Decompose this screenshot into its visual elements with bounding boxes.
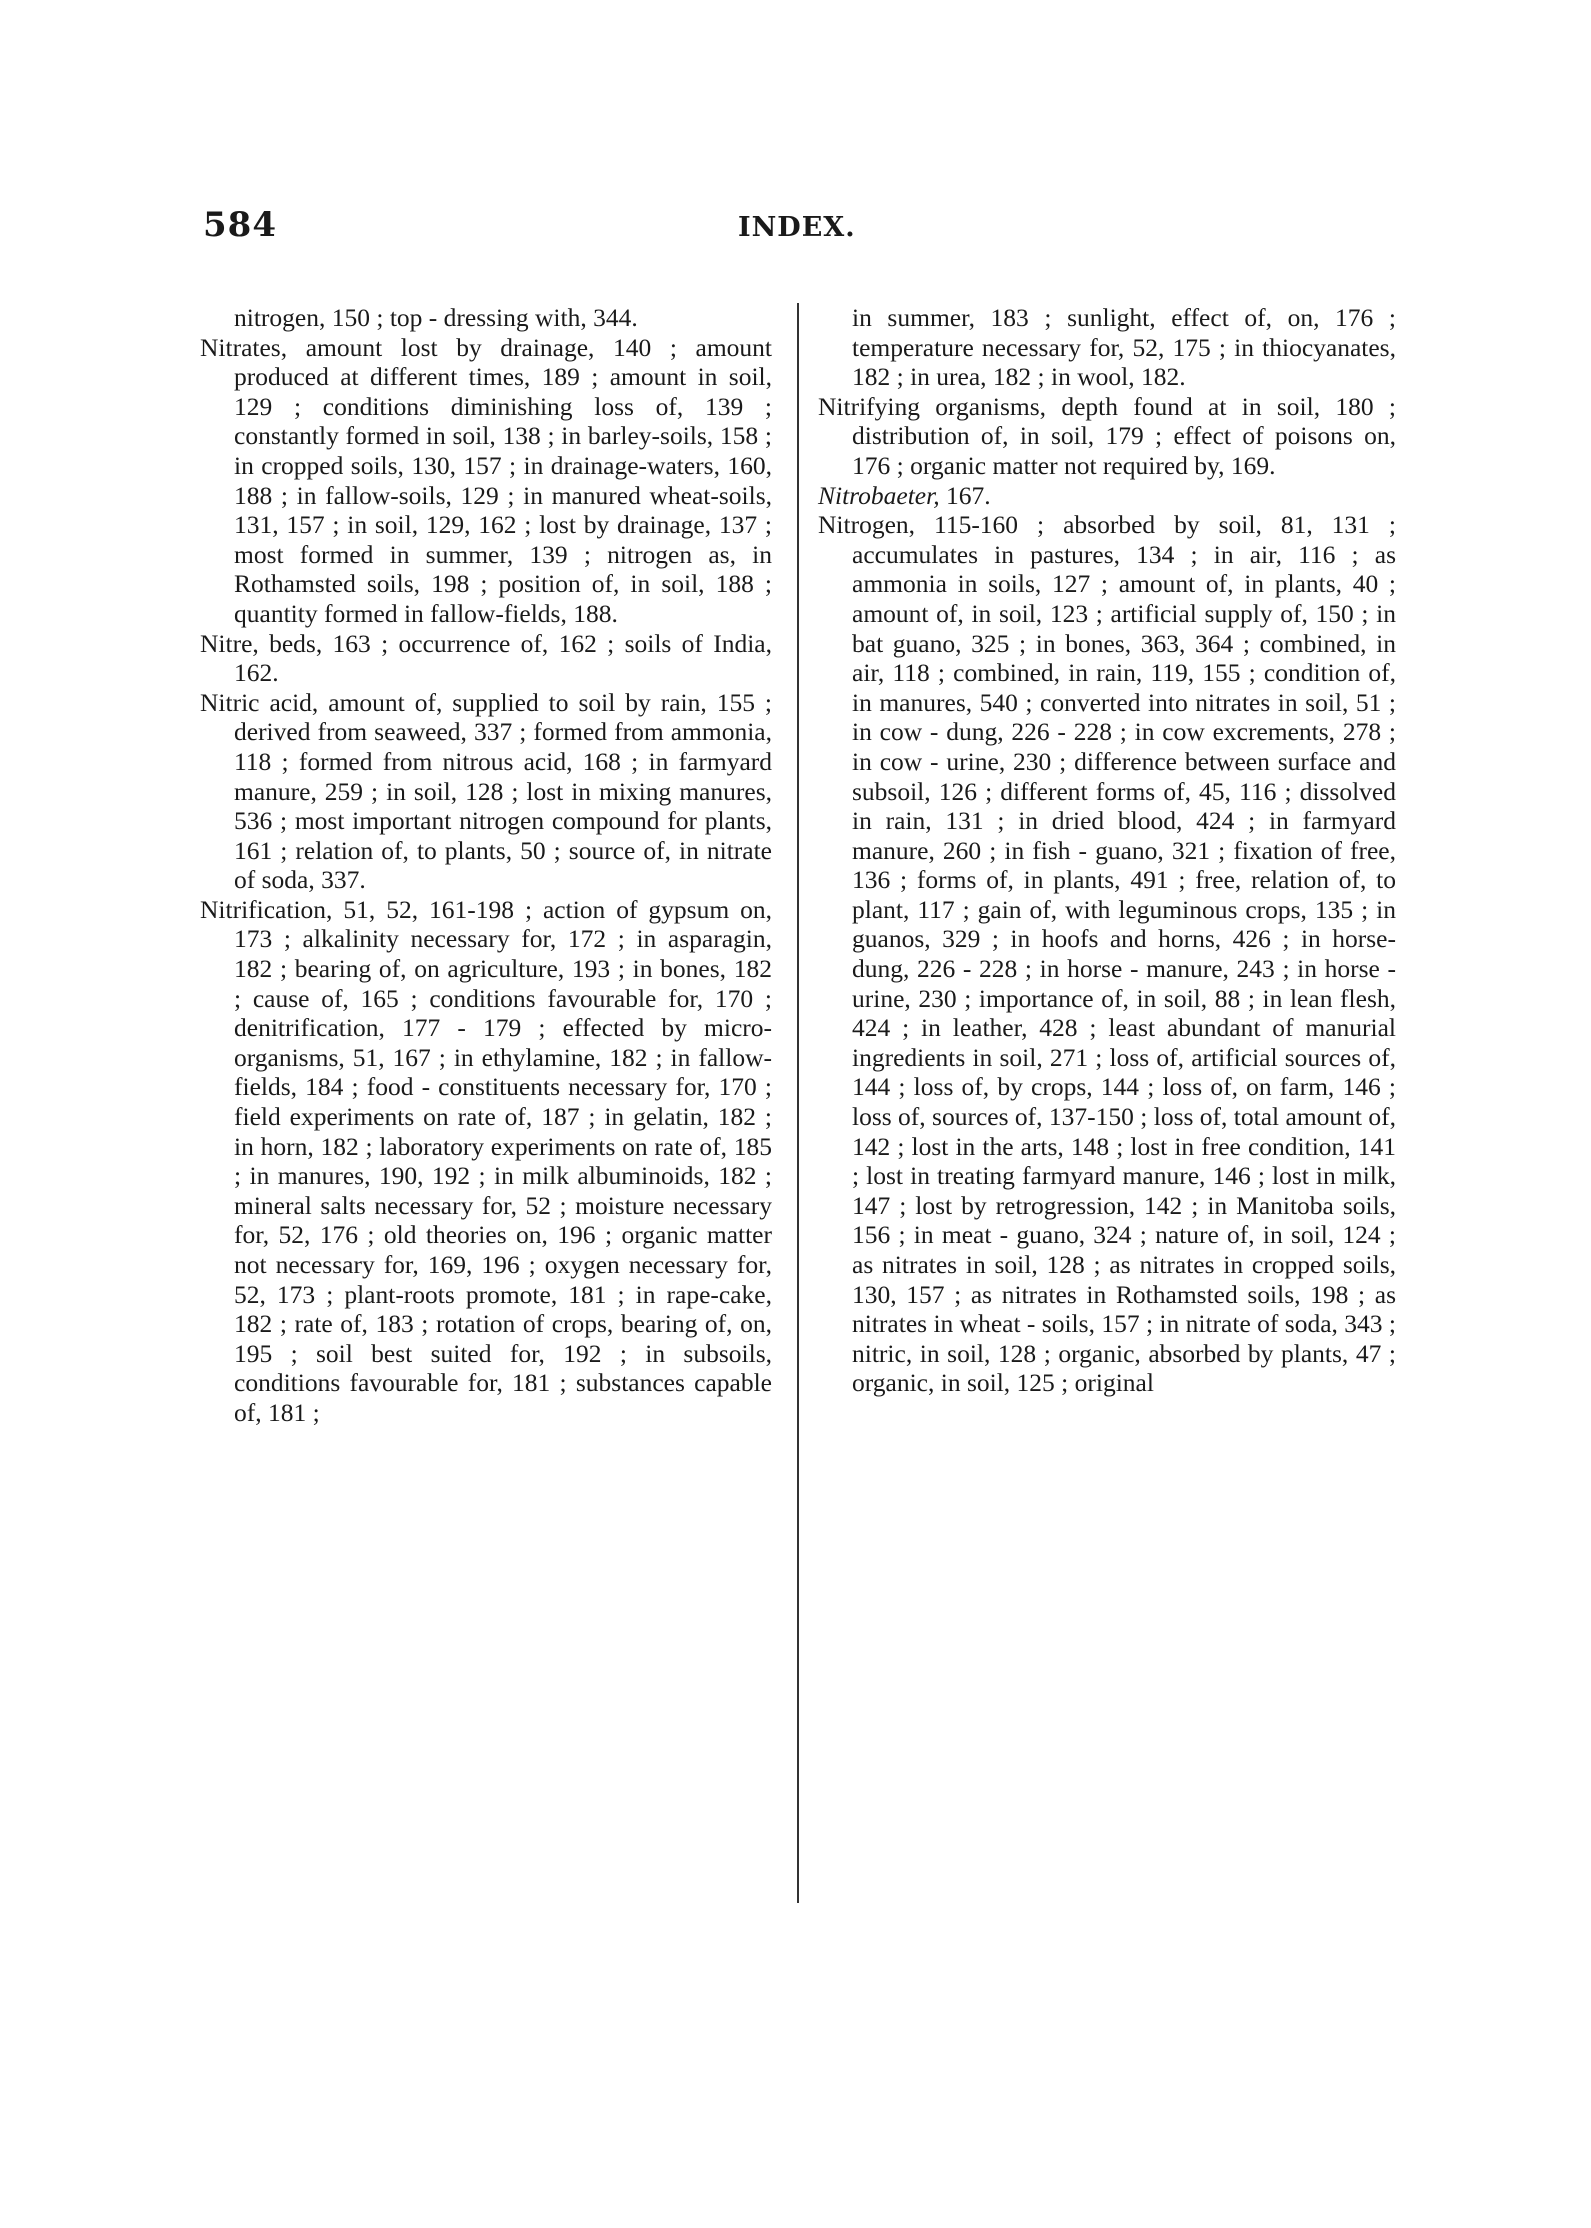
- index-column-right: [818, 303, 1396, 1398]
- index-entry: Nitrifying organisms, depth found at in soil, 180 ; distribution of, in soil, 179 ; effect of poisons on, 176 ; organic matter not required by, 169.: [818, 391, 1397, 480]
- index-entry: Nitrification, 51, 52, 161-198 ; action of gypsum on, 173 ; alkalinity necessary for, 172 ; in asparagin, 182 ; bearing of, on agriculture, 193 ; in bones, 182 ; cause of, 165 ; conditions favourable for, 170 ; denitrification, 177 - 179 ; effected by micro-organisms, 51, 167 ; in ethylamine, 182 ; in fallow-fields, 184 ; food - constituents necessary for, 170 ; field experiments on rate of, 187 ; in gelatin, 182 ; in horn, 182 ; laboratory experiments on rate of, 185 ; in manures, 190, 192 ; in milk albuminoids, 182 ; mineral salts necessary for, 52 ; moisture necessary for, 52, 176 ; old theories on, 196 ; organic matter not necessary for, 169, 196 ; oxygen necessary for, 52, 173 ; plant-roots promote, 181 ; in rape-cake, 182 ; rate of, 183 ; rotation of crops, bearing of, on, 195 ; soil best suited for, 192 ; in subsoils, conditions favourable for, 181 ; substances capable of, 181 ;: [200, 894, 772, 1427]
- entry-heading: Nitrobaeter,: [818, 480, 940, 510]
- index-entry: in summer, 183 ; sunlight, effect of, on, 176 ; temperature necessary for, 52, 175 ; in thiocyanates, 182 ; in urea, 182 ; in wool, 182.: [852, 303, 1396, 392]
- running-head: INDEX.: [738, 212, 856, 243]
- index-entry: Nitrates, amount lost by drainage, 140 ; amount produced at different times, 189 ; amount in soil, 129 ; conditions diminishing loss of, 139 ; constantly formed in soil, 138 ; in barley-soils, 158 ; in cropped soils, 130, 157 ; in drainage-waters, 160, 188 ; in fallow-soils, 129 ; in manured wheat-soils, 131, 157 ; in soil, 129, 162 ; lost by drainage, 137 ; most formed in summer, 139 ; nitrogen as, in Rothamsted soils, 198 ; position of, in soil, 188 ; quantity formed in fallow-fields, 188.: [200, 332, 772, 628]
- index-entry: Nitrobaeter, 167.: [818, 480, 991, 510]
- entry-heading: Nitric acid,: [200, 687, 319, 717]
- index-column-left: [200, 303, 772, 1428]
- index-entry: Nitrogen, 115-160 ; absorbed by soil, 81, 131 ; accumulates in pastures, 134 ; in air, 116 ; as ammonia in soils, 127 ; amount of, in plants, 40 ; amount of, in soil, 123 ; artificial supply of, 150 ; in bat guano, 325 ; in bones, 363, 364 ; combined, in air, 118 ; combined, in rain, 119, 155 ; condition of, in manures, 540 ; converted into nitrates in soil, 51 ; in cow - dung, 226 - 228 ; in cow excrements, 278 ; in cow - urine, 230 ; difference between surface and subsoil, 126 ; different forms of, 45, 116 ; dissolved in rain, 131 ; in dried blood, 424 ; in farmyard manure, 260 ; in fish - guano, 321 ; fixation of free, 136 ; forms of, in plants, 491 ; free, relation of, to plant, 117 ; gain of, with leguminous crops, 135 ; in guanos, 329 ; in hoofs and horns, 426 ; in horse-dung, 226 - 228 ; in horse - manure, 243 ; in horse - urine, 230 ; importance of, in soil, 88 ; in lean flesh, 424 ; in leather, 428 ; least abundant of manurial ingredients in soil, 271 ; loss of, artificial sources of, 144 ; loss of, by crops, 144 ; loss of, on farm, 146 ; loss of, sources of, 137-150 ; loss of, total amount of, 142 ; lost in the arts, 148 ; lost in free condition, 141 ; lost in treating farmyard manure, 146 ; lost in milk, 147 ; lost by retrogression, 142 ; in Manitoba soils, 156 ; in meat - guano, 324 ; nature of, in soil, 124 ; as nitrates in soil, 128 ; as nitrates in cropped soils, 130, 157 ; as nitrates in Rothamsted soils, 198 ; as nitrates in wheat - soils, 157 ; in nitrate of soda, 343 ; nitric, in soil, 128 ; organic, absorbed by plants, 47 ; organic, in soil, 125 ; original: [818, 510, 1396, 1398]
- entry-heading: Nitre,: [200, 628, 259, 658]
- entry-heading: Nitrogen,: [818, 510, 916, 540]
- entry-heading: Nitrification,: [200, 894, 333, 924]
- entry-heading: Nitrifying organisms,: [818, 391, 1047, 421]
- index-entry: nitrogen, 150 ; top - dressing with, 344.: [234, 303, 638, 332]
- column-divider: [797, 303, 799, 1903]
- entry-heading: Nitrates,: [200, 332, 288, 362]
- page-number: 584: [203, 205, 277, 245]
- index-entry: Nitre, beds, 163 ; occurrence of, 162 ; soils of India, 162.: [200, 628, 772, 688]
- index-entry: Nitric acid, amount of, supplied to soil by rain, 155 ; derived from seaweed, 337 ; formed from ammonia, 118 ; formed from nitrous acid, 168 ; in farmyard manure, 259 ; in soil, 128 ; lost in mixing manures, 536 ; most important nitrogen compound for plants, 161 ; relation of, to plants, 50 ; source of, in nitrate of soda, 337.: [200, 687, 772, 895]
